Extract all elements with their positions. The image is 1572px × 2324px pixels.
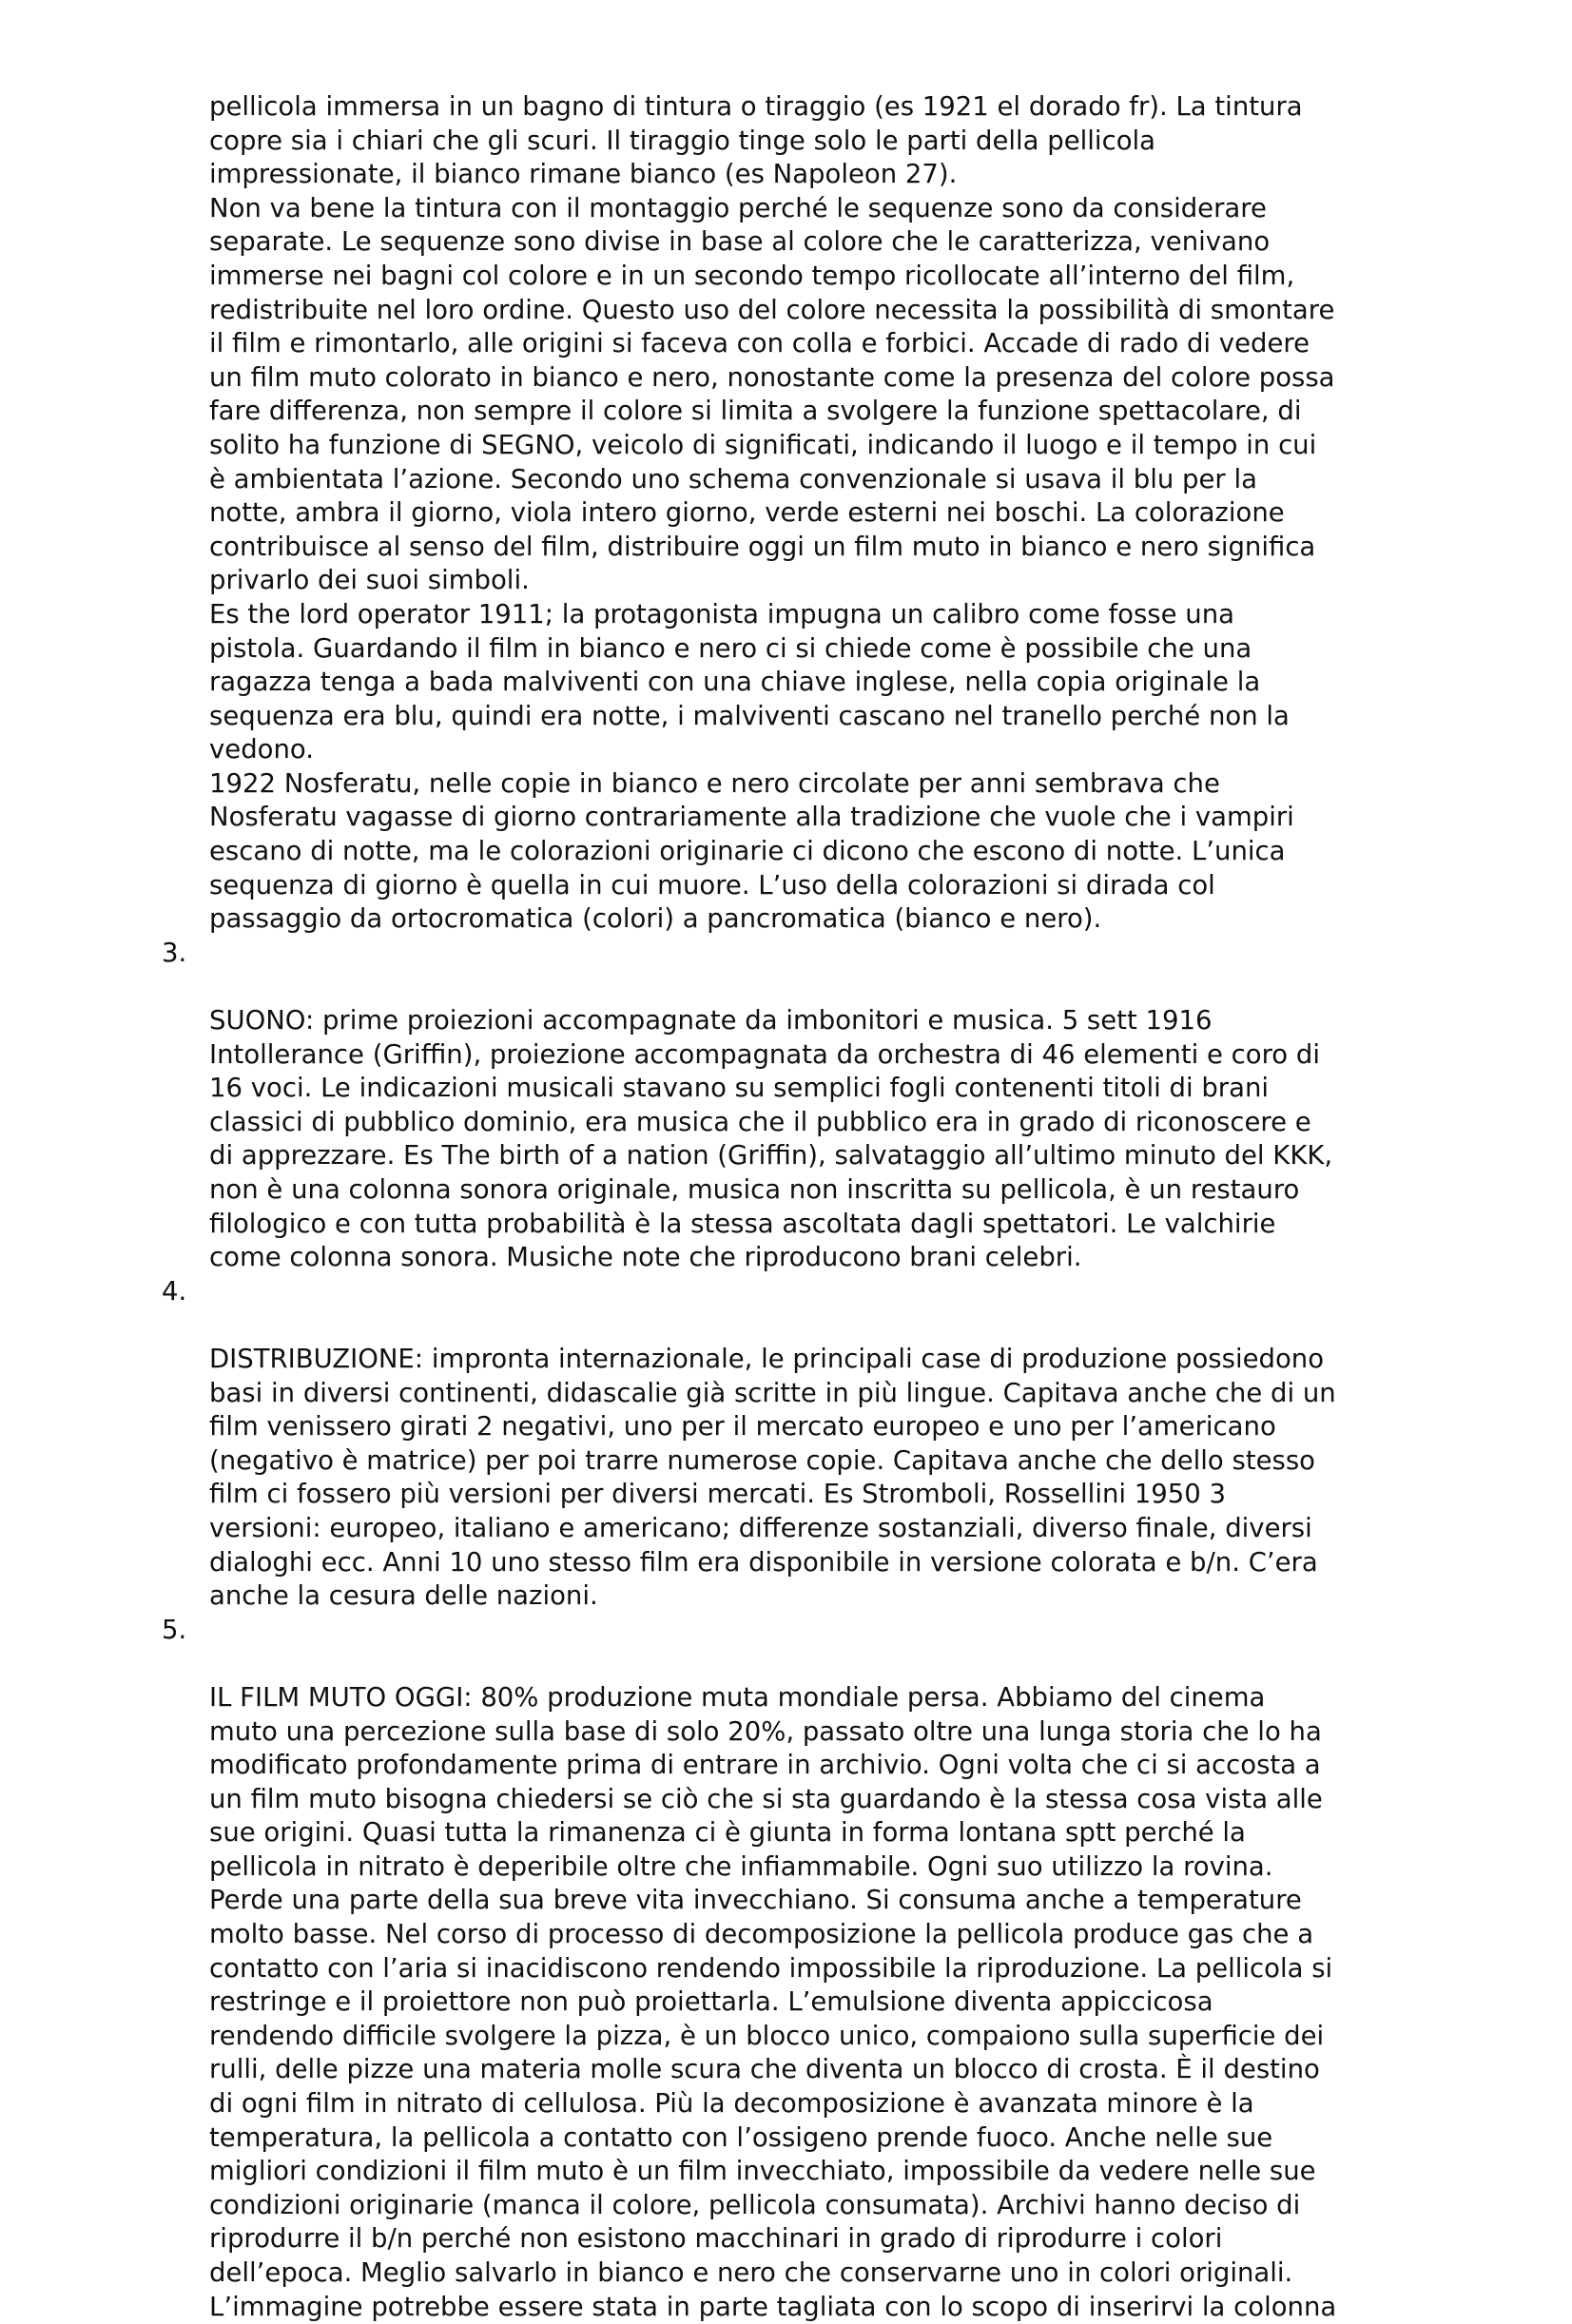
list-number: 4.	[162, 1275, 187, 1307]
paragraph-nosferatu: 1922 Nosferatu, nelle copie in bianco e nero circolate per anni sembrava che Nosferatu vagasse di giorno contrariamente alla tradizione che vuole che i vampiri escano di notte, ma le colorazioni originarie ci dicono che escono di notte. L’unica sequenza di giorno è quella in cui muore. L’uso della colorazioni si dirada col passaggio da ortocromatica (colori) a pancromatica (bianco e nero).	[209, 767, 1294, 935]
list-item-text: DISTRIBUZIONE: impronta internazionale, le principali case di produzione possiedono basi in diversi continenti, didascalie già scritte in più lingue. Capitava anche che di un film venissero girati 2 negativi, uno per il mercato europeo e uno per l’americano (negativo è matrice) per poi trarre numerose copie. Capitava anche che dello stesso film ci fossero più versioni per diversi mercati. Es Stromboli, Rossellini 1950 3 versioni: europeo, italiano e americano; differenze sostanziali, diverso finale, diversi dialoghi ecc. Anni 10 uno stesso film era disponibile in versione colorata e b/n. C’era anche la cesura delle nazioni.	[209, 1343, 1336, 1612]
list-item-text: SUONO: prime proiezioni accompagnate da imbonitori e musica. 5 sett 1916 Intollerance (Griffin), proiezione accompagnata da orchestra di 46 elementi e coro di 16 voci. Le indicazioni musicali stavano su semplici fogli contenenti titoli di brani classici di pubblico dominio, era musica che il pubblico era in grado di riconoscere e di apprezzare. Es The birth of a nation (Griffin), salvataggio all’ultimo minuto del KKK, non è una colonna sonora originale, musica non inscritta su pellicola, è un restauro filologico e con tutta probabilità è la stessa ascoltata dagli spettatori. Le valchirie come colonna sonora. Musiche note che riproducono brani celebri.	[209, 1005, 1333, 1273]
paragraph-montaggio: Non va bene la tintura con il montaggio perché le sequenze sono da considerare separate. Le sequenze sono divise in base al colore che le caratterizza, venivano immerse nei bagni col colore e in un secondo tempo ricollocate all’interno del film, redistribuite nel loro ordine. Questo uso del colore necessita la possibilità di smontare il film e rimontarlo, alle origini si faceva con colla e forbici. Accade di rado di vedere un film muto colorato in bianco e nero, nonostante come la presenza del colore possa fare differenza, non sempre il colore si limita a svolgere la funzione spettacolare, di solito ha funzione di SEGNO, veicolo di significati, indicando il luogo e il tempo in cui è ambientata l’azione. Secondo uno schema convenzionale si usava il blu per la notte, ambra il giorno, viola intero giorno, verde esterni nei boschi. La colorazione contribuisce al senso del film, distribuire oggi un film muto in bianco e nero significa privarlo dei suoi simboli.	[209, 192, 1335, 596]
list-item-suono	[162, 937, 1484, 1275]
paragraph-lord-operator: Es the lord operator 1911; la protagonista impugna un calibro come fosse una pistola. Guardando il film in bianco e nero ci si chiede come è possibile che una ragazza tenga a bada malviventi con una chiave inglese, nella copia originale la sequenza era blu, quindi era notte, i malviventi cascano nel tranello perché non la vedono.	[209, 598, 1290, 765]
paragraph-tintura: pellicola immersa in un bagno di tintura o tiraggio (es 1921 el dorado fr). La tintura copre sia i chiari che gli scuri. Il tiraggio tinge solo le parti della pellicola impressionate, il bianco rimane bianco (es Napoleon 27).	[209, 91, 1303, 190]
list-number: 3.	[162, 937, 187, 968]
document-page	[162, 90, 1484, 2324]
list-item-text: IL FILM MUTO OGGI: 80% produzione muta mondiale persa. Abbiamo del cinema muto una percezione sulla base di solo 20%, passato oltre una lunga storia che lo ha modificato profondamente prima di entrare in archivio. Ogni volta che ci si accosta a un film muto bisogna chiedersi se ciò che si sta guardando è la stessa cosa vista alle sue origini. Quasi tutta la rimanenza ci è giunta in forma lontana sptt perché la pellicola in nitrato è deperibile oltre che infiammabile. Ogni suo utilizzo la rovina. Perde una parte della sua breve vita invecchiano. Si consuma anche a temperature molto basse. Nel corso di processo di decomposizione la pellicola produce gas che a contatto con l’aria si inacidiscono rendendo impossibile la riproduzione. La pellicola si restringe e il proiettore non può proiettarla. L’emulsione diventa appiccicosa rendendo difficile svolgere la pizza, è un blocco unico, compaiono sulla superficie dei rulli, delle pizze una materia molle scura che diventa un blocco di crosta. È il destino di ogni film in nitrato di cellulosa. Più la decomposizione è avanzata minore è la temperatura, la pellicola a contatto con l’ossigeno prende fuoco. Anche nelle sue migliori condizioni il film muto è un film invecchiato, impossibile da vedere nelle sue condizioni originarie (manca il colore, pellicola consumata). Archivi hanno deciso di riprodurre il b/n perché non esistono macchinari in grado di riprodurre i colori dell’epoca. Meglio salvarlo in bianco e nero che conservarne uno in colori originali. L’immagine potrebbe essere stata in parte tagliata con lo scopo di inserirvi la colonna	[209, 1681, 1337, 2322]
list-number: 5.	[162, 1614, 187, 1645]
list-item-film-muto-oggi	[162, 1614, 1484, 2324]
list-item-distribuzione	[162, 1275, 1484, 1614]
